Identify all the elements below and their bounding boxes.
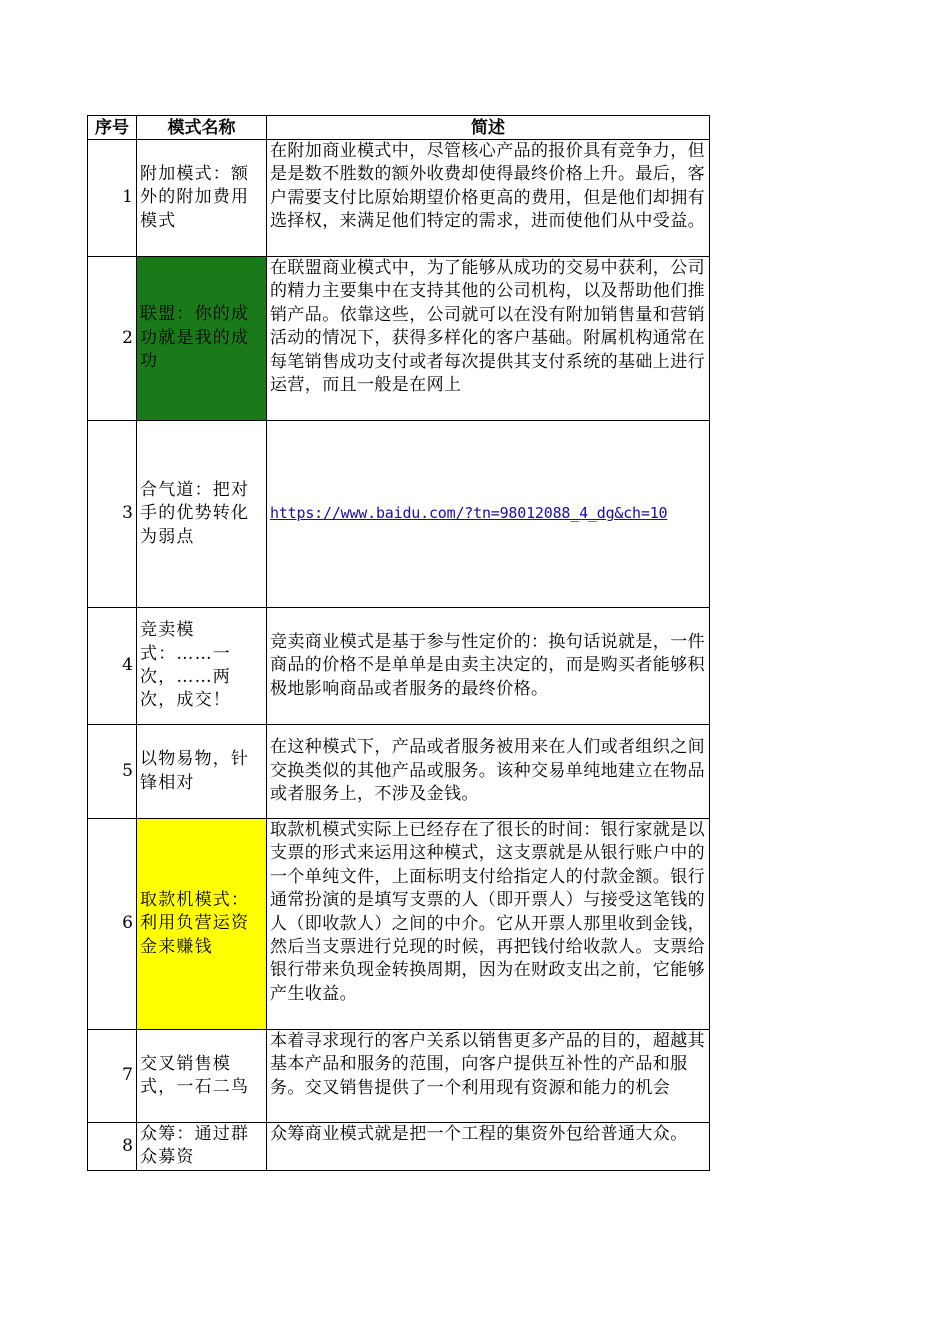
row-name: 交叉销售模式，一石二鸟	[137, 1030, 267, 1123]
row-index: 2	[88, 257, 137, 421]
row-desc: 竞卖商业模式是基于参与性定价的：换句话说就是，一件商品的价格不是单单是由卖主决定的，而是购买者能够积极地影响商品或者服务的最终价格。	[267, 608, 710, 725]
row-name-green-cell: 联盟：你的成功就是我的成功	[137, 257, 267, 421]
table-row	[88, 819, 710, 1030]
row-desc	[267, 421, 710, 608]
table-row	[88, 1030, 710, 1123]
row-desc: 在附加商业模式中，尽管核心产品的报价具有竞争力，但是是数不胜数的额外收费却使得最终价格上升。最后，客户需要支付比原始期望价格更高的费用，但是他们却拥有选择权，来满足他们特定的需求，进而使他们从中受益。	[267, 140, 710, 257]
header-index: 序号	[88, 116, 137, 140]
row-index: 4	[88, 608, 137, 725]
header-name: 模式名称	[137, 116, 267, 140]
table-row	[88, 1123, 710, 1171]
row-name: 以物易物，针锋相对	[137, 725, 267, 819]
row-index: 3	[88, 421, 137, 608]
row-desc: 本着寻求现行的客户关系以销售更多产品的目的，超越其基本产品和服务的范围，向客户提供互补性的产品和服务。交叉销售提供了一个利用现有资源和能力的机会	[267, 1030, 710, 1123]
row-index: 7	[88, 1030, 137, 1123]
header-row	[88, 116, 710, 140]
row-desc: 取款机模式实际上已经存在了很长的时间：银行家就是以支票的形式来运用这种模式，这支票就是从银行账户中的一个单纯文件，上面标明支付给指定人的付款金额。银行通常扮演的是填写支票的人（即开票人）与接受这笔钱的人（即收款人）之间的中介。它从开票人那里收到金钱，然后当支票进行兑现的时候，再把钱付给收款人。支票给银行带来负现金转换周期，因为在财政支出之前，它能够产生收益。	[267, 819, 710, 1030]
table-row	[88, 140, 710, 257]
row-name: 合气道：把对手的优势转化为弱点	[137, 421, 267, 608]
table-row	[88, 608, 710, 725]
header-desc: 简述	[267, 116, 710, 140]
baidu-link[interactable]: https://www.baidu.com/?tn=98012088_4_dg&ch=10	[270, 504, 668, 523]
row-name: 众筹：通过群众募资	[137, 1123, 267, 1171]
table-row	[88, 725, 710, 819]
row-index: 1	[88, 140, 137, 257]
row-index: 6	[88, 819, 137, 1030]
row-desc: 众筹商业模式就是把一个工程的集资外包给普通大众。	[267, 1123, 710, 1171]
row-desc: 在这种模式下，产品或者服务被用来在人们或者组织之间交换类似的其他产品或服务。该种交易单纯地建立在物品或者服务上，不涉及金钱。	[267, 725, 710, 819]
row-name: 附加模式：额外的附加费用模式	[137, 140, 267, 257]
row-index: 8	[88, 1123, 137, 1171]
table-row	[88, 421, 710, 608]
row-index: 5	[88, 725, 137, 819]
row-name: 竞卖模式：……一次，……两次，成交！	[137, 608, 267, 725]
row-name-yellow-cell: 取款机模式：利用负营运资金来赚钱	[137, 819, 267, 1030]
business-model-table	[87, 115, 710, 1171]
row-desc: 在联盟商业模式中，为了能够从成功的交易中获利，公司的精力主要集中在支持其他的公司机构，以及帮助他们推销产品。依靠这些，公司就可以在没有附加销售量和营销活动的情况下，获得多样化的客户基础。附属机构通常在每笔销售成功支付或者每次提供其支付系统的基础上进行运营，而且一般是在网上	[267, 257, 710, 421]
table-row	[88, 257, 710, 421]
